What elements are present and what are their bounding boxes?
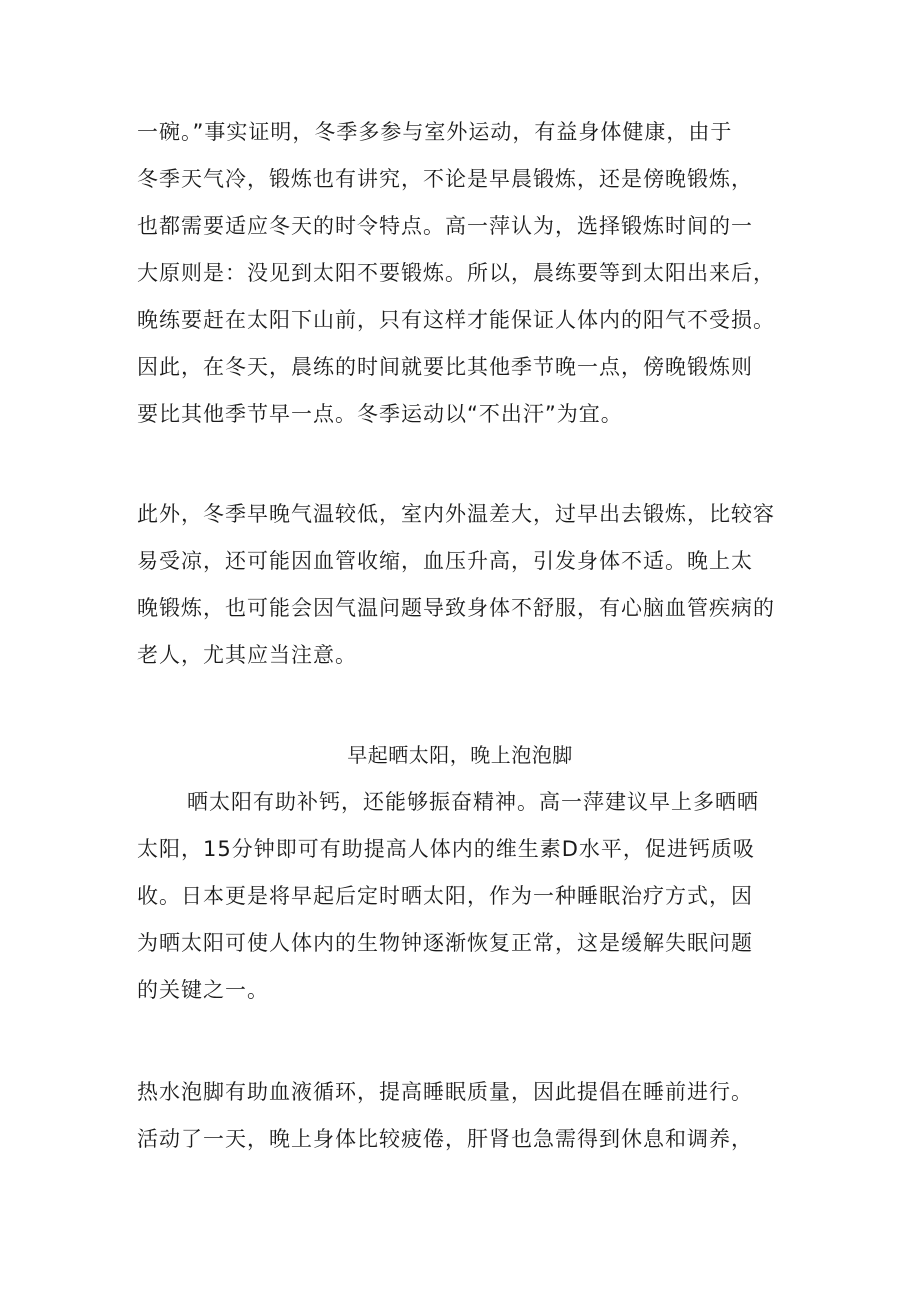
paragraph-1-line-1: 一碗。”事实证明，冬季多参与室外运动，有益身体健康，由于 (137, 120, 733, 144)
paragraph-2-line-2: 易受凉，还可能因血管收缩，血压升高，引发身体不适。晚上太 (137, 549, 753, 573)
paragraph-4-line-2: 活动了一天，晚上身体比较疲倦，肝肾也急需得到休息和调养， (137, 1127, 753, 1151)
paragraph-3-line-2: 太阳，15分钟即可有助提高人体内的维生素D水平，促进钙质吸 (137, 837, 755, 861)
paragraph-2-line-4: 老人，尤其应当注意。 (137, 643, 357, 667)
paragraph-2-line-3: 晚锻炼，也可能会因气温问题导致身体不舒服，有心脑血管疾病的 (137, 596, 775, 620)
paragraph-2-line-1: 此外，冬季早晚气温较低，室内外温差大，过早出去锻炼，比较容 (137, 502, 775, 526)
paragraph-3-line-1: 晒太阳有助补钙，还能够振奋精神。高一萍建议早上多晒晒 (187, 790, 759, 814)
paragraph-1-line-6: 因此，在冬天，晨练的时间就要比其他季节晚一点，傍晚锻炼则 (137, 355, 753, 379)
paragraph-1-line-7: 要比其他季节早一点。冬季运动以“不出汗”为宜。 (137, 402, 623, 426)
paragraph-1-line-2: 冬季天气冷，锻炼也有讲究，不论是早晨锻炼，还是傍晚锻炼， (137, 167, 753, 191)
section-heading: 早起晒太阳，晚上泡泡脚 (347, 743, 573, 767)
paragraph-3-line-4: 为晒太阳可使人体内的生物钟逐渐恢复正常，这是缓解失眠问题 (137, 931, 753, 955)
paragraph-3-line-3: 收。日本更是将早起后定时晒太阳，作为一种睡眠治疗方式，因 (137, 884, 753, 908)
paragraph-1-line-3: 也都需要适应冬天的时令特点。高一萍认为，选择锻炼时间的一 (137, 214, 753, 238)
paragraph-4-line-1: 热水泡脚有助血液循环，提高睡眠质量，因此提倡在睡前进行。 (137, 1080, 753, 1104)
paragraph-1-line-5: 晚练要赶在太阳下山前，只有这样才能保证人体内的阳气不受损。 (137, 308, 775, 332)
paragraph-3-line-5: 的关键之一。 (137, 978, 269, 1002)
paragraph-1-line-4: 大原则是：没见到太阳不要锻炼。所以，晨练要等到太阳出来后， (137, 261, 775, 285)
